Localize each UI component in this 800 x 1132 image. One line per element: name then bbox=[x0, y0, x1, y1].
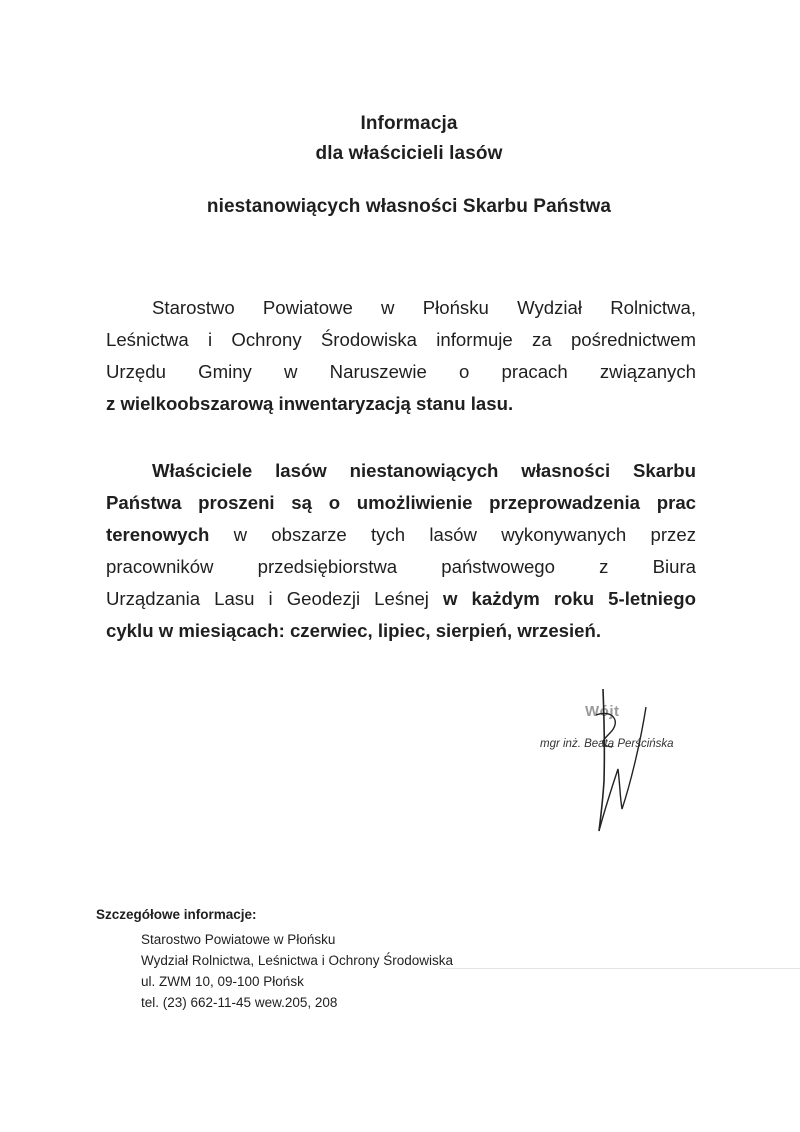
paragraph-request bbox=[106, 455, 696, 647]
paragraph-line: pracowników przedsiębiorstwa państwowego z Biura bbox=[106, 556, 696, 577]
contact-line: tel. (23) 662-11-45 wew.205, 208 bbox=[141, 995, 338, 1010]
paragraph-announcement bbox=[106, 292, 696, 420]
paragraph-line-bold: terenowych bbox=[106, 524, 210, 545]
paragraph-line: Leśnictwa i Ochrony Środowiska informuje za pośrednictwem bbox=[106, 329, 696, 350]
document-subtitle-2: niestanowiących własności Skarbu Państwa bbox=[206, 196, 612, 217]
paragraph-line: w obszarze tych lasów wykonywanych przez bbox=[209, 524, 696, 545]
contact-line: ul. ZWM 10, 09-100 Płońsk bbox=[141, 974, 304, 989]
paragraph-line-bold: cyklu w miesiącach: czerwiec, lipiec, sierpień, wrzesień. bbox=[106, 620, 602, 641]
contact-line: Starostwo Powiatowe w Płońsku bbox=[141, 932, 336, 947]
contact-line: Wydział Rolnictwa, Leśnictwa i Ochrony Środowiska bbox=[141, 953, 453, 968]
handwritten-signature-icon bbox=[560, 685, 750, 835]
paragraph-line-bold: z wielkoobszarową inwentaryzacją stanu lasu. bbox=[106, 393, 514, 414]
paragraph-line: Starostwo Powiatowe w Płońsku Wydział Rolnictwa, bbox=[152, 297, 696, 318]
official-stamp: Wójt bbox=[585, 703, 620, 720]
document-title: Informacja bbox=[360, 113, 458, 134]
paragraph-line: Urządzania Lasu i Geodezji Leśnej bbox=[106, 588, 444, 609]
contact-heading: Szczegółowe informacje: bbox=[96, 907, 257, 922]
paragraph-line-bold: Państwa proszeni są o umożliwienie przeprowadzenia prac bbox=[106, 492, 696, 513]
signature-caption: mgr inż. Beata Perścińska bbox=[540, 738, 674, 750]
contact-block bbox=[141, 929, 453, 1013]
paragraph-line-bold: Właściciele lasów niestanowiących własności Skarbu bbox=[152, 460, 696, 481]
document-subtitle: dla właścicieli lasów bbox=[315, 143, 503, 164]
paragraph-line-bold: w każdym roku 5-letniego bbox=[443, 588, 696, 609]
paragraph-line: Urzędu Gminy w Naruszewie o pracach związanych bbox=[106, 361, 696, 382]
scan-artifact-line bbox=[440, 968, 800, 969]
